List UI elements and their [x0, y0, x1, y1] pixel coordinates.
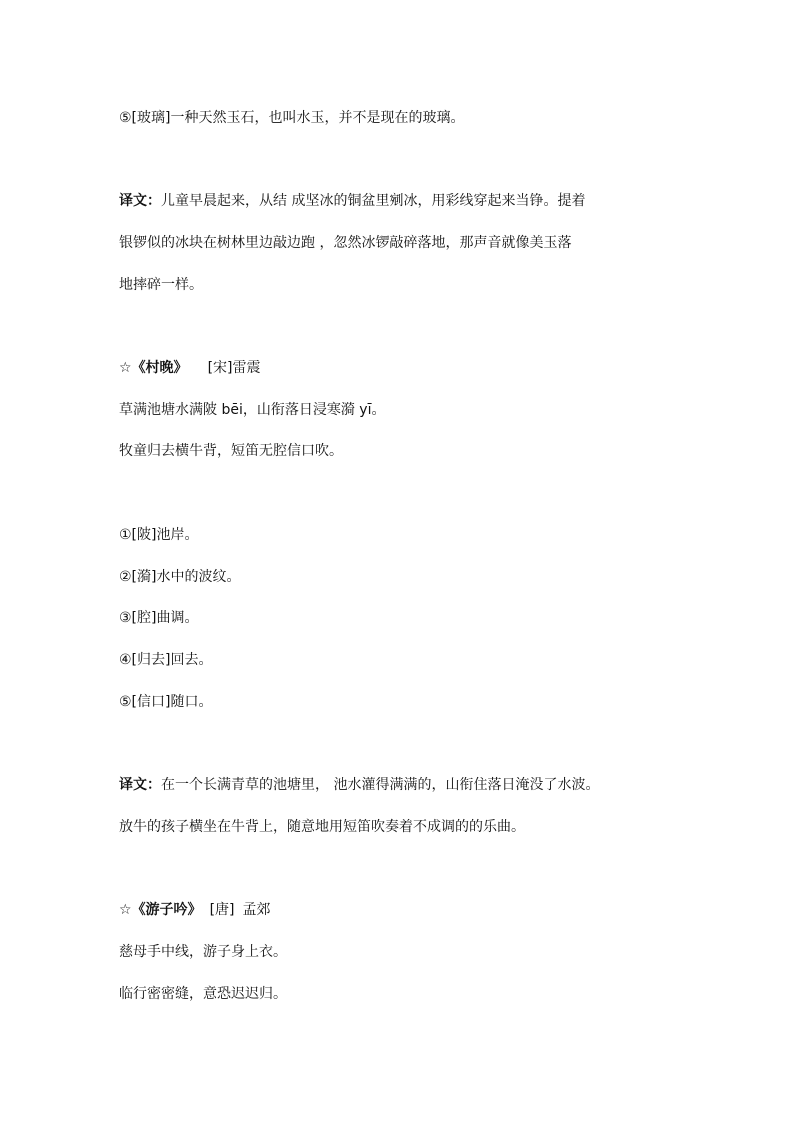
- translation-label: 译文：: [119, 193, 161, 209]
- translation-line: [119, 192, 585, 210]
- note-line: ③[腔]曲调。: [119, 610, 199, 626]
- poem-dynasty: [宋]: [207, 360, 233, 376]
- translation-label: 译文：: [119, 777, 161, 793]
- poem-line: 牧童归去横牛背，短笛无腔信口吹。: [119, 443, 343, 459]
- poem-line: 慈母手中线，游子身上衣。: [119, 944, 287, 960]
- poem-dynasty: [唐]: [209, 902, 235, 918]
- note-line: ④[归去]回去。: [119, 652, 213, 668]
- translation-text: 儿童早晨起来，从结 成坚冰的铜盆里剜冰，用彩线穿起来当铮。提着: [161, 193, 586, 209]
- poem-title: 《村晚》: [131, 360, 188, 376]
- star-icon: ☆: [119, 902, 132, 918]
- translation-text: 在一个长满青草的池塘里， 池水灌得满满的，山衔住落日淹没了水波。: [161, 777, 600, 793]
- note-line: ②[漪]水中的波纹。: [119, 569, 241, 585]
- poem-author: 孟郊: [242, 902, 271, 918]
- star-icon: ☆: [119, 360, 132, 376]
- poem-heading: [119, 359, 261, 377]
- translation-line: 银锣似的冰块在树林里边敲边跑 ，忽然冰锣敲碎落地，那声音就像美玉落: [119, 235, 572, 251]
- note-line: ①[陂]池岸。: [119, 527, 199, 543]
- note-line: ⑤[信口]随口。: [119, 694, 213, 710]
- translation-line: [119, 776, 599, 794]
- note-line: ⑤[玻璃]一种天然玉石，也叫水玉，并不是现在的玻璃。: [119, 110, 465, 126]
- poem-title: 《游子吟》: [131, 902, 202, 918]
- translation-line: 地摔碎一样。: [119, 277, 203, 293]
- poem-heading: [119, 901, 271, 919]
- poem-line: 草满池塘水满陂 bēi，山衔落日浸寒漪 yī。: [119, 402, 386, 418]
- translation-line: 放牛的孩子横坐在牛背上，随意地用短笛吹奏着不成调的的乐曲。: [119, 819, 525, 835]
- poem-line: 临行密密缝，意恐迟迟归。: [119, 986, 287, 1002]
- poem-author: 雷震: [232, 360, 261, 376]
